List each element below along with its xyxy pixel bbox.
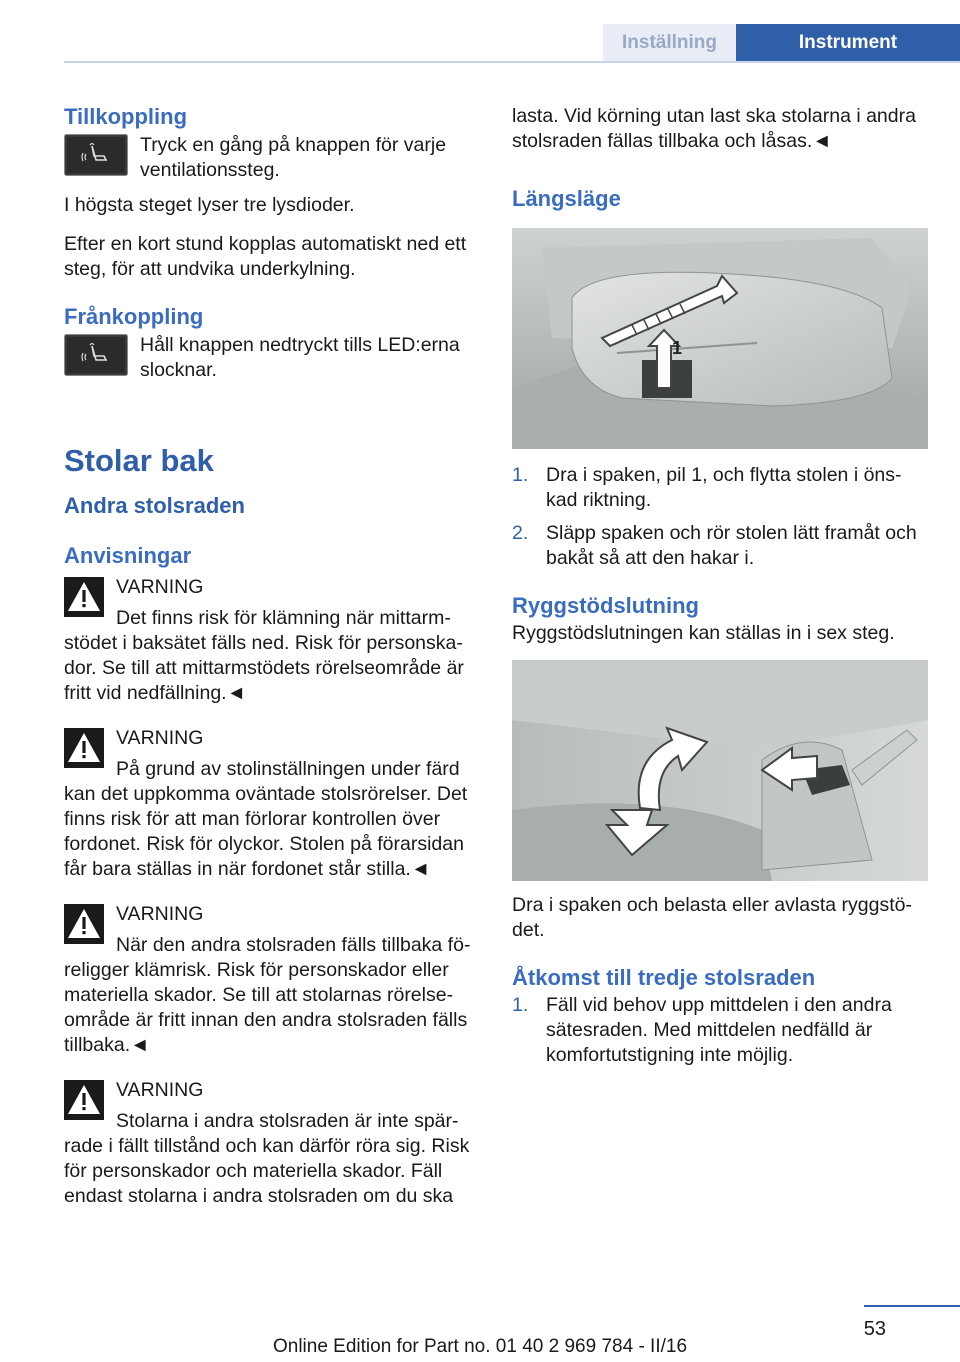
step-number: 1. [512,464,529,486]
warning-first-line: På grund av stolinställningen under färd [116,758,460,780]
tillkoppling-p1: I högsta steget lyser tre lysdioder. [64,194,355,216]
langslage-steps [512,463,930,571]
warning-first-line: När den andra stolsraden fälls tillbaka fö- [116,934,471,956]
heading-ryggstodslutning: Ryggstödslutning [512,593,699,618]
header-rule [64,61,960,63]
tillkoppling-instruction [64,132,482,183]
warning-label: VARNING [116,576,204,598]
warning-block [64,575,482,706]
step-text: Släpp spaken och rör stolen lätt framåt och bakåt så att den hakar i. [546,522,917,569]
ryggstod-intro: Ryggstödslutningen kan ställas in i sex steg. [512,622,895,644]
header-chapter-tab: Instrument [736,24,960,62]
step-text: Dra i spaken, pil 1, och flytta stolen i öns-kad riktning. [546,464,902,511]
tillkoppling-text: Tryck en gång på knappen för varje ventilationssteg. [140,134,447,181]
step-number: 1. [512,994,529,1016]
heading-tillkoppling: Tillkoppling [64,104,188,129]
warning-block [64,1078,482,1209]
section-title: Stolar bak [64,443,214,478]
warning-block [64,902,482,1058]
warning-triangle-icon [64,726,104,770]
warning-triangle-icon [64,902,104,946]
atkomst-steps [512,993,930,1068]
arrow-number-label: 1 [672,338,683,358]
warning-label: VARNING [116,1079,204,1101]
warning-label: VARNING [116,727,204,749]
heading-frankoppling: Frånkoppling [64,304,204,329]
step-number: 2. [512,522,529,544]
tillkoppling-p2: Efter en kort stund kopplas automatiskt ned ett steg, för att undvika underkylning. [64,233,467,280]
right-column [512,104,930,1068]
list-item [512,521,930,571]
frankoppling-text: Håll knappen nedtryckt tills LED:erna slocknar. [140,334,460,381]
warning-triangle-icon [64,575,104,619]
frankoppling-instruction [64,332,482,383]
warning-text: kan det uppkomma oväntade stolsrörelser. Det finns risk för att man förlorar kontrollen över fordonet. Risk för olyckor. Stolen på förarsidan får bara ställas in när fordonet står stilla.◄ [64,783,468,880]
edition-line: Online Edition for Part no. 01 40 2 969 784 - II/16 [272,1336,688,1357]
warning-first-line: Det finns risk för klämning när mittarm- [116,607,451,629]
seat-slide-illustration [512,228,930,449]
warning-text: religger klämrisk. Risk för personskador eller materiella skador. Se till att stolarnas rörelse-område är fritt innan den andra stolsraden fälls tillbaka.◄ [64,959,468,1056]
page-number: 53 [863,1318,886,1340]
continuation-text: lasta. Vid körning utan last ska stolarna i andra stolsraden fällas tillbaka och låsas.◄ [512,105,916,152]
subsection-title: Andra stolsraden [64,493,245,518]
warning-label: VARNING [116,903,204,925]
list-item [512,463,930,513]
backrest-illustration [512,660,930,881]
seat-ventilation-button-icon [64,134,128,176]
warning-text: rade i fällt tillstånd och kan därför röra sig. Risk för personskador och materiella skador. Fäll endast stolarna i andra stolsraden om du ska [64,1135,470,1207]
seat-ventilation-button-icon [64,334,128,376]
list-item [512,993,930,1068]
warning-triangle-icon [64,1078,104,1122]
ryggstod-after: Dra i spaken och belasta eller avlasta ryggstö-det. [512,894,912,941]
heading-anvisningar: Anvisningar [64,543,192,568]
header-section-tab: Inställning [603,24,736,62]
heading-langslage: Längsläge [512,186,621,211]
heading-atkomst: Åtkomst till tredje stolsraden [512,965,816,990]
left-column [64,100,482,1209]
warning-text: stödet i baksätet fälls ned. Risk för personska-dor. Se till att mittarmstödets rörelseområde är fritt vid nedfällning.◄ [64,632,464,704]
step-text: Fäll vid behov upp mittdelen i den andra sätesraden. Med mittdelen nedfälld är komfortutstigning inte möjlig. [546,994,892,1066]
warning-first-line: Stolarna i andra stolsraden är inte spär- [116,1110,459,1132]
footer-rule [864,1305,960,1307]
warning-block [64,726,482,882]
